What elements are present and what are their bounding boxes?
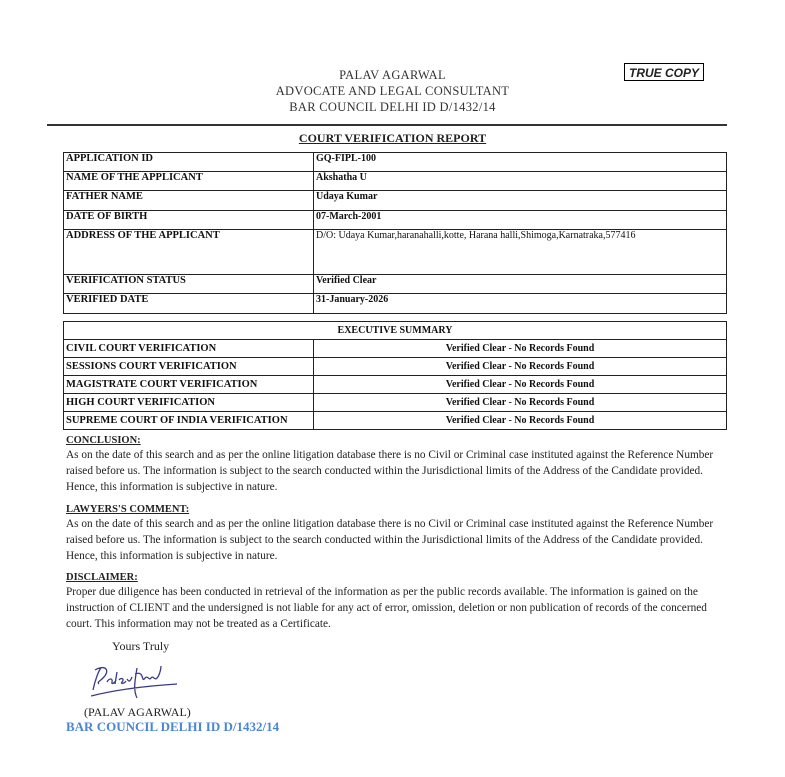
row-value: Verified Clear - No Records Found (314, 394, 727, 412)
header-bar-id: BAR COUNCIL DELHI ID D/1432/14 (289, 100, 496, 114)
table-row (64, 340, 727, 358)
disclaimer-text: Proper due diligence has been conducted in retrieval of the information as per the public records available. The information is gained on the instruction of CLIENT and the undersigned is not liable for any act of error, omission, deletion or non publication of records of the concerned court. This information may not be treated as a Certificate. (66, 586, 707, 630)
row-value: 07-March-2001 (314, 211, 727, 230)
report-title: COURT VERIFICATION REPORT (298, 131, 487, 145)
summary-heading-row (64, 322, 727, 340)
row-label: SUPREME COURT OF INDIA VERIFICATION (64, 412, 314, 430)
row-value: Verified Clear (314, 275, 727, 294)
row-label: CIVIL COURT VERIFICATION (64, 340, 314, 358)
disclaimer-heading: DISCLAIMER: (66, 572, 138, 583)
row-label: VERIFIED DATE (64, 294, 314, 314)
row-label: FATHER NAME (64, 191, 314, 211)
table-row (64, 275, 727, 294)
row-label: VERIFICATION STATUS (64, 275, 314, 294)
row-value: Verified Clear - No Records Found (314, 358, 727, 376)
row-label: SESSIONS COURT VERIFICATION (64, 358, 314, 376)
signatory-bar-id: BAR COUNCIL DELHI ID D/1432/14 (66, 719, 280, 734)
advocate-designation: ADVOCATE AND LEGAL CONSULTANT (275, 84, 510, 98)
true-copy-stamp: TRUE COPY (624, 63, 704, 81)
table-row (64, 394, 727, 412)
row-label: NAME OF THE APPLICANT (64, 172, 314, 191)
executive-summary-table (63, 321, 727, 430)
table-row (64, 211, 727, 230)
row-value: Akshatha U (314, 172, 727, 191)
table-row (64, 294, 727, 314)
applicant-details-table (63, 152, 727, 314)
table-row (64, 191, 727, 211)
row-value: D/O: Udaya Kumar,haranahalli,kotte, Harana halli,Shimoga,Karnatraka,577416 (314, 230, 727, 275)
row-label: DATE OF BIRTH (64, 211, 314, 230)
row-value: Verified Clear - No Records Found (314, 376, 727, 394)
conclusion-section (66, 434, 726, 495)
lawyers-comment-heading: LAWYERS'S COMMENT: (66, 504, 190, 515)
table-row (64, 172, 727, 191)
lawyers-comment-section (66, 503, 726, 564)
table-row (64, 376, 727, 394)
summary-heading: EXECUTIVE SUMMARY (64, 322, 727, 340)
row-value: GQ-FIPL-100 (314, 153, 727, 172)
conclusion-heading: CONCLUSION: (66, 435, 141, 446)
table-row (64, 412, 727, 430)
header-divider (47, 124, 727, 126)
table-row (64, 358, 727, 376)
row-value: Verified Clear - No Records Found (314, 340, 727, 358)
row-label: ADDRESS OF THE APPLICANT (64, 230, 314, 275)
row-value: 31-January-2026 (314, 294, 727, 314)
row-value: Verified Clear - No Records Found (314, 412, 727, 430)
row-value: Udaya Kumar (314, 191, 727, 211)
signature-image (85, 660, 185, 705)
table-row (64, 153, 727, 172)
lawyers-comment-text: As on the date of this search and as per the online litigation database there is no Civil or Criminal case instituted against the Reference Number raised before us. The information is subject to the search conducted within the Jurisdictional limits of the Address of the Candidate provided. Hence, this information is subjective in nature. (66, 518, 714, 562)
conclusion-text: As on the date of this search and as per the online litigation database there is no Civil or Criminal case instituted against the Reference Number raised before us. The information is subject to the search conducted within the Jurisdictional limits of the Address of the Candidate provided. Hence, this information is subjective in nature. (66, 449, 714, 493)
table-row (64, 230, 727, 275)
advocate-name: PALAV AGARWAL (339, 68, 446, 82)
row-label: APPLICATION ID (64, 153, 314, 172)
closing: Yours Truly (112, 639, 170, 653)
row-label: HIGH COURT VERIFICATION (64, 394, 314, 412)
disclaimer-section (66, 571, 726, 632)
row-label: MAGISTRATE COURT VERIFICATION (64, 376, 314, 394)
signatory-name: (PALAV AGARWAL) (84, 705, 191, 719)
